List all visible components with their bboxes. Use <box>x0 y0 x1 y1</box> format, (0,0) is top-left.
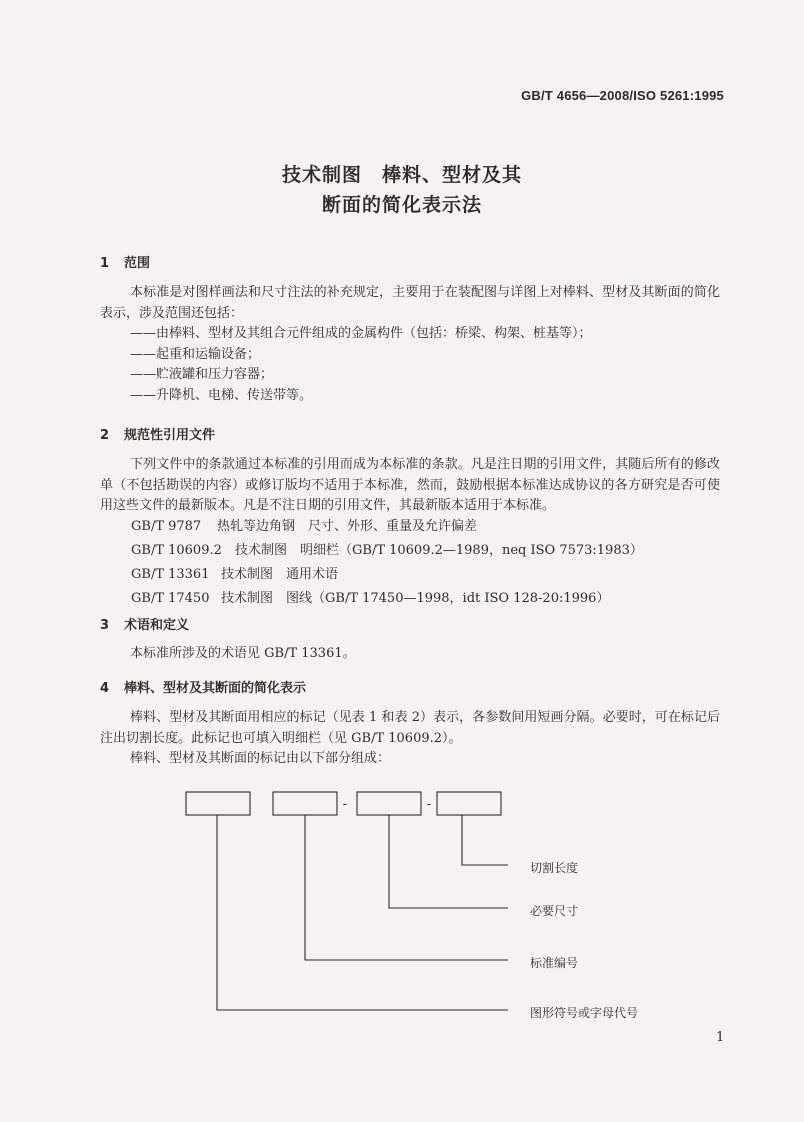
list-item: ——起重和运输设备； <box>130 346 261 362</box>
section-number: 1 <box>100 256 110 271</box>
necessary-dimensions-label: 必要尺寸 <box>530 904 579 918</box>
reference-title: 热轧等边角钢 尺寸、外形、重量及允许偏差 <box>217 519 478 534</box>
standard-number-box <box>273 792 337 815</box>
separator-dash: - <box>342 797 348 812</box>
reference-title: 技术制图 图线（GB/T 17450—1998，idt ISO 128-20:1996） <box>221 591 610 606</box>
page-number: 1 <box>716 1030 725 1045</box>
leader-line <box>389 815 508 908</box>
reference-code: GB/T 10609.2 <box>131 543 222 558</box>
section-number: 4 <box>100 681 110 696</box>
section-title: 规范性引用文件 <box>124 428 216 443</box>
section-number: 2 <box>100 428 110 443</box>
reference-code: GB/T 9787 <box>131 519 202 534</box>
list-item: ——升降机、电梯、传送带等。 <box>130 387 313 403</box>
section-4-para-2: 棒料、型材及其断面的标记由以下部分组成： <box>130 751 391 766</box>
symbol-box <box>186 792 250 815</box>
reference-code: GB/T 13361 <box>131 567 210 582</box>
reference-title: 技术制图 明细栏（GB/T 10609.2—1989，neq ISO 7573:1983） <box>235 543 643 558</box>
section-1-intro: 本标准是对图样画法和尺寸注法的补充规定，主要用于在装配图与详图上对棒料、型材及其断面的简化表示，涉及范围还包括： <box>100 285 720 321</box>
list-item: ——贮液罐和压力容器； <box>130 367 274 382</box>
separator-dash: - <box>426 797 432 812</box>
reference-code: GB/T 17450 <box>131 591 210 606</box>
section-2-intro: 下列文件中的条款通过本标准的引用而成为本标准的条款。凡是注日期的引用文件，其随后所有的修改单（不包括勘误的内容）或修订版均不适用于本标准，然而，鼓励根据本标准达成协议的各方研究是否可使用这些文件的最新版本。凡是不注日期的引用文件，其最新版本适用于本标准。 <box>100 457 720 513</box>
list-item: ——由棒料、型材及其组合元件组成的金属构件（包括：桥梁、构架、桩基等）； <box>130 326 592 341</box>
standard-number-label: 标准编号 <box>530 956 579 970</box>
dimensions-box <box>357 792 421 815</box>
section-number: 3 <box>100 618 110 633</box>
cutting-length-label: 切割长度 <box>530 861 579 875</box>
reference-title: 技术制图 通用术语 <box>221 567 339 582</box>
section-4-para-1: 棒料、型材及其断面用相应的标记（见表 1 和表 2）表示，各参数间用短画分隔。必要时，可在标记后注出切割长度。此标记也可填入明细栏（见 GB/T 10609.2）。 <box>100 710 720 746</box>
standard-code: GB/T 4656—2008/ISO 5261:1995 <box>521 88 724 103</box>
leader-line <box>217 815 508 1010</box>
section-3-text: 本标准所涉及的术语见 GB/T 13361。 <box>130 646 356 661</box>
section-title: 范围 <box>124 256 151 271</box>
section-title: 棒料、型材及其断面的简化表示 <box>124 681 307 696</box>
leader-line <box>462 815 508 865</box>
symbol-code-label: 图形符号或字母代号 <box>530 1006 639 1020</box>
cutting-length-box <box>437 792 501 815</box>
title-line-1: 技术制图 棒料、型材及其 <box>281 164 522 186</box>
title-line-2: 断面的简化表示法 <box>321 194 482 216</box>
section-title: 术语和定义 <box>124 618 190 633</box>
leader-line <box>305 815 508 960</box>
